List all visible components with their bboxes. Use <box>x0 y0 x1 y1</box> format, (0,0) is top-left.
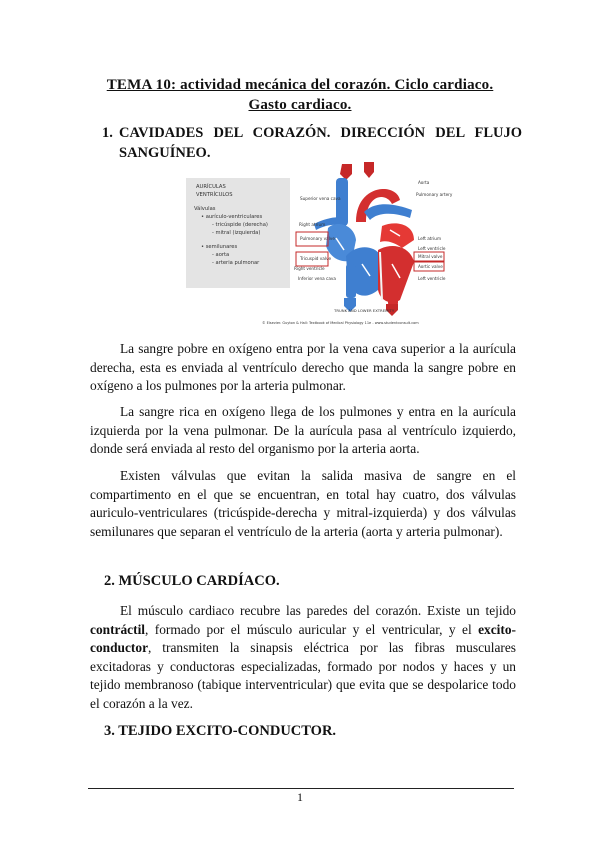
paragraph-2: La sangre rica en oxígeno llega de los pulmones y entra en la aurícula izquierda por la vena pulmonar. De la aurícula pasa al ventrículo izquierdo, donde será enviada al resto del organismo por la arteria aorta. <box>90 404 516 457</box>
page-number: 1 <box>297 790 303 804</box>
muscle-text-end: , transmiten la sinapsis eléctrica por las fibras musculares excitadoras y conductoras especializadas, formado por nodos y haces y un tejido membranoso (tabique interventricular) que evita que se despolarice todo el corazón a la vez. <box>90 640 516 711</box>
document-title-line2: Gasto cardiaco. <box>248 97 352 113</box>
label-left-atrium: Left atrium <box>418 236 442 241</box>
legend-item: • semilunares <box>201 244 238 250</box>
paragraph-1: La sangre pobre en oxígeno entra por la vena cava superior a la aurícula derecha, esta es enviada al ventrículo derecho que manda la sangre pobre en oxígeno a los pulmones por la arteria pulmonar. <box>90 341 516 394</box>
label-pulmonary-valve: Pulmonary valve <box>300 236 335 241</box>
legend-item: - mitral (izquierda) <box>212 230 261 236</box>
heart-diagram-figure <box>186 160 456 328</box>
legend-item: VENTRÍCULOS <box>196 192 233 198</box>
paragraph-muscle <box>90 602 516 714</box>
section1-heading-line2: SANGUÍNEO. <box>119 145 211 161</box>
document-title-line1: TEMA 10: actividad mecánica del corazón. Ciclo cardiaco. <box>106 77 494 93</box>
label-left-ventricle-upper: Left ventricle <box>418 246 446 251</box>
muscle-text-mid: , formado por el músculo auricular y el ventricular, y el <box>145 621 479 637</box>
section1-heading-line1: CAVIDADES DEL CORAZÓN. DIRECCIÓN DEL FLUJO <box>119 125 522 141</box>
label-right-ventricle: Right ventricle <box>294 266 325 271</box>
section1-number: 1. <box>102 125 113 141</box>
label-inferior-vena-cava: Inferior vena cava <box>298 276 336 281</box>
legend-item: - tricúspide (derecha) <box>212 222 268 228</box>
label-aorta: Aorta <box>418 180 430 185</box>
label-aortic-valve: Aortic valve <box>418 264 443 269</box>
legend-item: Válvulas <box>194 206 216 212</box>
term-contractil: contráctil <box>90 621 146 637</box>
label-superior-vena-cava: Superior vena cava <box>300 196 341 201</box>
label-left-ventricle: Left ventricle <box>418 276 446 281</box>
figure-credit: © Elsevier. Guyton & Hall: Textbook of Medical Physiology 11e - www.studentconsult.com <box>262 321 419 325</box>
section1-heading <box>102 123 522 163</box>
label-mitral-valve: Mitral valve <box>418 254 443 259</box>
paragraph-3: Existen válvulas que evitan la salida masiva de sangre en el compartimento en el que se encuentran, en total hay cuatro, dos válvulas auriculo-ventriculares (tricúspide-derecha y mitral-izquierda) y dos válvulas semilunares que separan el ventrículo de la arteria (aorta y arteria pulmonar). <box>90 468 516 539</box>
label-right-atrium: Right atrium <box>299 222 326 227</box>
section2-heading: 2. MÚSCULO CARDÍACO. <box>104 573 280 589</box>
label-trunk-lower-extremity: TRUNK AND LOWER EXTREMITY <box>334 308 395 313</box>
footer-divider <box>88 788 514 789</box>
legend-item: AURÍCULAS <box>196 184 226 190</box>
section3-heading: 3. TEJIDO EXCITO-CONDUCTOR. <box>104 723 337 739</box>
label-tricuspid-valve: Tricuspid valve <box>300 256 332 261</box>
legend-item: - aorta <box>212 252 230 258</box>
term-excito-conductor: excito-conductor <box>90 621 516 656</box>
heart-diagram <box>186 160 456 328</box>
legend-item: - arteria pulmonar <box>212 260 260 266</box>
legend-item: • aurículo-ventriculares <box>201 214 263 220</box>
muscle-text-start: El músculo cardiaco recubre las paredes del corazón. Existe un tejido <box>120 603 516 618</box>
label-pulmonary-artery: Pulmonary artery <box>416 192 453 197</box>
